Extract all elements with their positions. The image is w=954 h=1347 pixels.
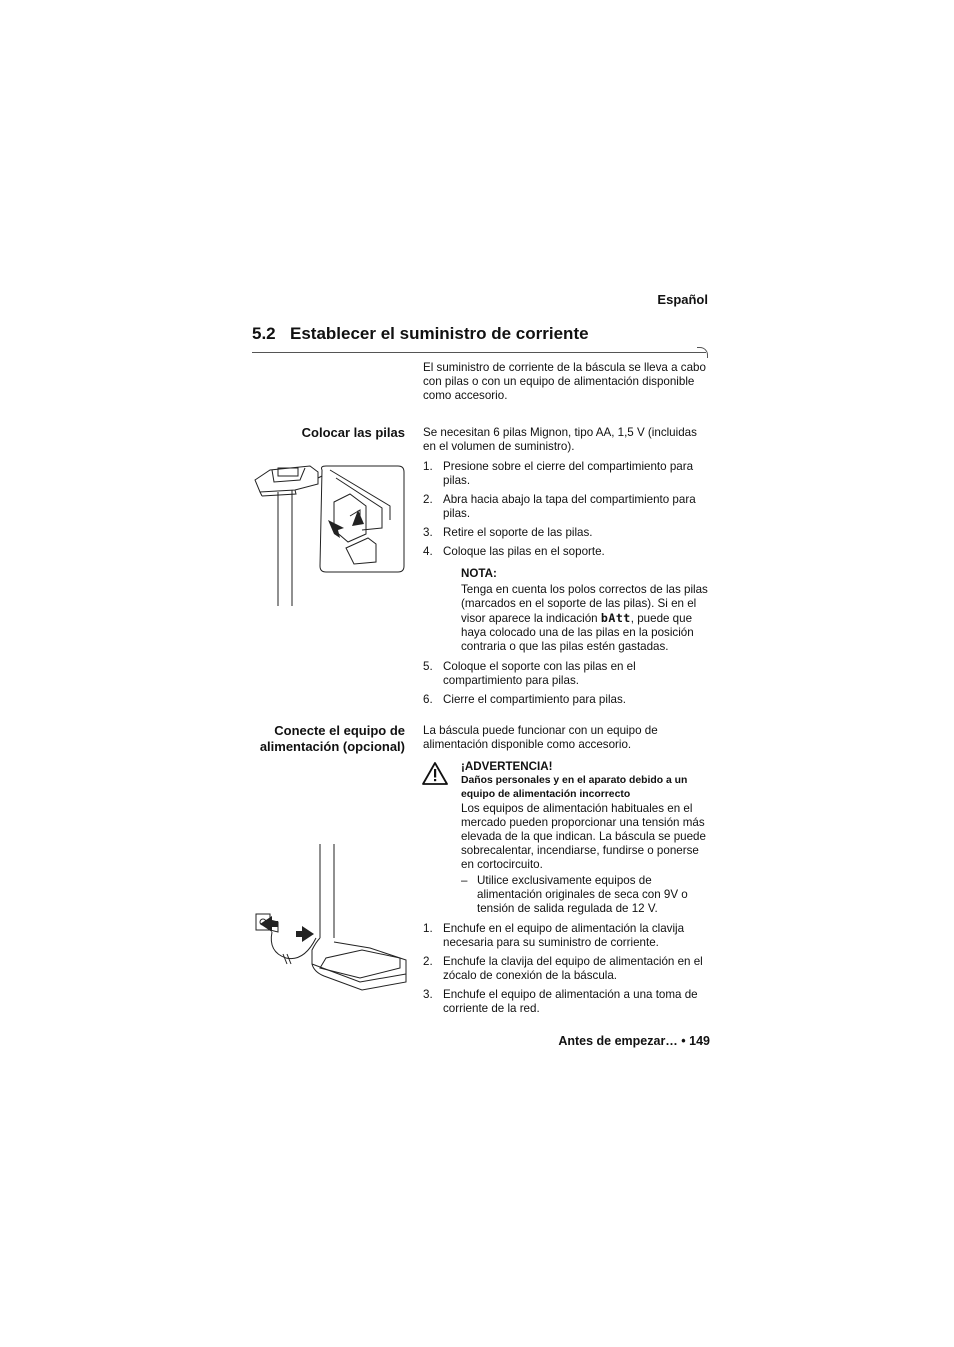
batteries-steps-a <box>423 460 713 559</box>
heading-rule-end <box>697 347 708 358</box>
list-item: 4. Coloque las pilas en el soporte. <box>423 545 605 558</box>
batteries-heading: Colocar las pilas <box>301 425 405 440</box>
list-item: 6. Cierre el compartimiento para pilas. <box>423 693 626 706</box>
list-item: 3. Enchufe el equipo de alimentación a una toma de corriente de la red. <box>423 988 698 1015</box>
heading-rule <box>252 352 706 353</box>
display-code: bAtt <box>600 611 631 625</box>
list-item: 1. Enchufe en el equipo de alimentación la clavija necesaria para su suministro de corriente. <box>423 922 685 949</box>
section-title: Establecer el suministro de corriente <box>290 324 589 343</box>
power-intro: La báscula puede funcionar con un equipo de alimentación disponible como accesorio. <box>423 724 658 751</box>
warning-triangle-icon <box>422 762 448 785</box>
section-intro-text: El suministro de corriente de la báscula se lleva a cabo con pilas o con un equipo de alimentación disponible como accesorio. <box>423 361 706 402</box>
power-steps <box>423 922 713 1016</box>
warning-bullet: – Utilice exclusivamente equipos de alimentación originales de seca con 9V o tensión de salida regulada de 12 V. <box>461 874 688 915</box>
list-item: 3. Retire el soporte de las pilas. <box>423 526 593 539</box>
list-item: 2. Enchufe la clavija del equipo de alimentación en el zócalo de conexión de la báscula. <box>423 955 703 982</box>
section-intro <box>423 361 713 403</box>
warning-title: ¡ADVERTENCIA! <box>461 760 553 773</box>
list-item: 5. Coloque el soporte con las pilas en el compartimiento para pilas. <box>423 660 636 687</box>
batteries-intro: Se necesitan 6 pilas Mignon, tipo AA, 1,5 V (incluidas en el volumen de suministro). <box>423 426 697 453</box>
page-footer: Antes de empezar… • 149 <box>558 1034 710 1048</box>
language-label: Español <box>657 292 708 307</box>
battery-compartment-illustration <box>250 458 410 608</box>
section-heading <box>252 324 589 344</box>
batteries-steps-b <box>423 660 713 707</box>
warning-block <box>423 760 713 916</box>
batteries-body <box>423 426 713 712</box>
note-text: Tenga en cuenta los polos correctos de las pilas (marcados en el soporte de las pilas). Si en el visor aparece la indicación bAtt, puede que haya colocado una de las pilas en la posición contraria o que las pilas estén gastadas. <box>461 583 708 653</box>
power-body <box>423 724 713 1021</box>
warning-text: Los equipos de alimentación habituales en el mercado pueden proporcionar una tensión más elevada de la que indican. La báscula se puede sobrecalentar, incendiarse, fundirse o ponerse en cortocircuito. <box>461 802 706 871</box>
note-box <box>423 567 713 654</box>
warning-subtitle: Daños personales y en el aparato debido a un equipo de alimentación incorrecto <box>461 775 688 800</box>
list-item: 1. Presione sobre el cierre del compartimiento para pilas. <box>423 460 694 487</box>
power-heading: Conecte el equipo de alimentación (opcional) <box>259 723 405 754</box>
section-number: 5.2 <box>252 324 276 343</box>
power-supply-illustration <box>250 842 410 992</box>
note-title: NOTA: <box>461 567 497 580</box>
list-item: 2. Abra hacia abajo la tapa del compartimiento para pilas. <box>423 493 696 520</box>
